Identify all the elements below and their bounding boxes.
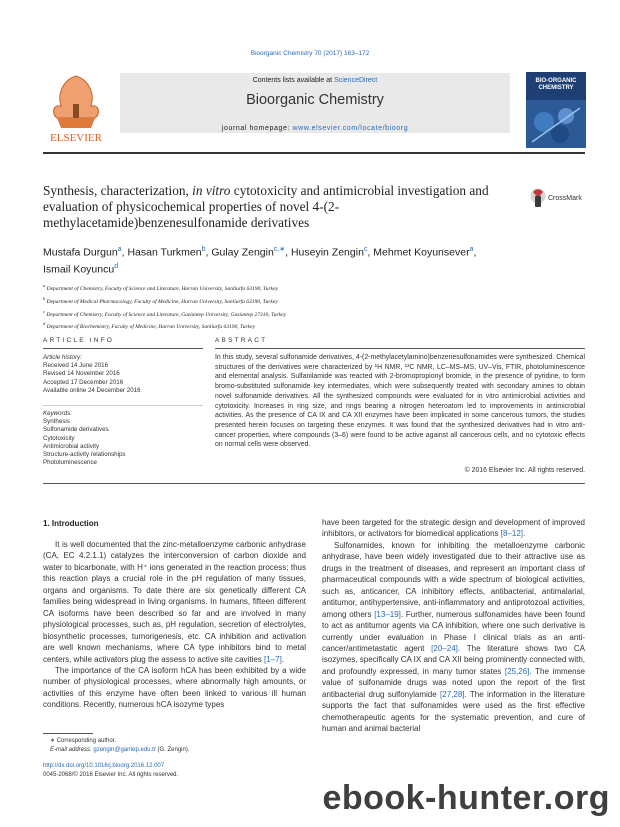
affiliation-marker: d [43, 321, 46, 327]
sciencedirect-link[interactable]: ScienceDirect [334, 77, 378, 84]
affiliation-text: Department of Medical Pharmacology, Faculty of Medicine, Harran University, Sanliurfa 63190, Turkey [46, 298, 278, 305]
history-item: Accepted 17 December 2016 [43, 378, 124, 386]
affiliation [43, 294, 583, 307]
affiliation-text: Department of Chemistry, Faculty of Science and Literature, Gaziantep University, Gaziantep 27310, Turkey [46, 311, 286, 318]
title-part-b: cytotoxicity and antimicrobial investigation and evaluation of physicochemical properties of novel 4-(2-methylacetamide)benzenesulfonamide derivatives [43, 183, 489, 230]
history-item: Received 14 June 2016 [43, 362, 109, 370]
citation-link[interactable]: [27,28] [440, 689, 465, 699]
author-name[interactable]: Hasan Turkmen [127, 246, 202, 259]
doi-block [43, 762, 343, 780]
elsevier-logo-icon [43, 70, 109, 146]
doi-link[interactable]: http://dx.doi.org/10.1016/j.bioorg.2016.12.007 [43, 763, 165, 769]
right-column [322, 517, 585, 735]
footnote [50, 737, 300, 755]
author-name[interactable]: Huseyin Zengin [290, 246, 364, 259]
journal-title[interactable]: Bioorganic Chemistry [246, 92, 384, 108]
citation-link[interactable]: [8–12] [500, 529, 523, 539]
paragraph-text: . The literature shows two CA isozymes, specifically CA IX and CA XII being prominently connected with, and profoundly expressed, in many tumor states [322, 643, 585, 676]
author-affiliation-marker[interactable]: b [201, 246, 206, 253]
issn-line: 0045-2068/© 2016 Elsevier Inc. All rights reserved. [43, 772, 179, 778]
keywords-label: Keywords: [43, 410, 72, 417]
paragraph-text: . The immense value of sulfonamide drugs was noted upon the report of the first antibacterial drug sulfonylamide [322, 666, 585, 699]
author-name[interactable]: Ismail Koyuncu [43, 263, 115, 275]
affiliation-text: Department of Biochemistry, Faculty of Medicine, Harran University, Sanliurfa 63190, Turkey [46, 324, 255, 331]
history-item: Revised 14 November 2016 [43, 370, 120, 378]
affiliation-marker: b [43, 295, 46, 301]
citation-link[interactable]: [20–24] [431, 643, 458, 653]
affiliation [43, 281, 583, 294]
affiliation-marker: c [43, 308, 45, 314]
homepage-link[interactable]: www.elsevier.com/locate/bioorg [292, 125, 409, 132]
history-label: Article history: [43, 354, 82, 361]
keyword: Cytotoxicity [43, 434, 75, 442]
journal-homepage [120, 125, 510, 132]
author-affiliation-marker[interactable]: c,∗ [273, 246, 286, 253]
article-info-rule [43, 348, 203, 349]
abstract-text: In this study, several sulfonamide derivatives, 4-(2-methylacetylamino)benzenesulfonamides were synthesized. Chemical structures of the derivatives were characterized by ¹H NMR, ¹³C NMR, LC–MS–MS, UV–Vis, FTIR, photoluminescence and elemental analysis. Sulfanilamide was reacted with 2-bromopropionyl bromide, in the presence of pyridine, to form bromo-substituted sulfonamide key intermediates, which were subsequently treated with secondary amines to obtain novel sulfonamide derivatives. All the synthesized compounds were evaluated for in vitro antimicrobial activities and cytotoxicity. Increases in ring size, and rings bearing a nitrogen heteroatom led to improvements in antimicrobial activities. As the presence of CA IX and CA XII enzymes have been implicated in some cancerous tumors, the studies presented herein focuses on targeting these enzymes. It was found that the synthesized derivatives had in vitro anti-cancer properties, where compounds (3–6) were found to be active against all cancerous cells, and no cytotoxic effects on normal cells were observed. [215, 354, 585, 449]
abstract-rule [215, 348, 585, 349]
keywords-rule [43, 405, 203, 406]
author-name[interactable]: Mehmet Koyunsever [373, 246, 470, 259]
cover-title: BIO-ORGANIC CHEMISTRY [535, 78, 577, 91]
contents-prefix: Contents lists available at [252, 77, 335, 84]
author-name[interactable]: Gulay Zengin [211, 246, 274, 259]
keyword: Sulfonamide derivatives [43, 426, 109, 434]
paragraph [322, 540, 585, 735]
abstract-copyright: © 2016 Elsevier Inc. All rights reserved. [464, 467, 585, 474]
citation-link[interactable]: [25,26] [504, 666, 530, 676]
paragraph-text: have been targeted for the strategic design and development of improved inhibitors, or activators for biomedical applications [322, 518, 585, 539]
article-info-heading: ARTICLE INFO [43, 337, 115, 344]
paragraph-text: Sulfonamides, known for inhibiting the metalloenzyme carbonic anhydrase, have been widely investigated due to their attractive use as drugs in the treatment of diseases, and represent an important class of pharmaceutical compounds with a wide spectrum of biological activities, such as, anticancer, CA inhibitory effects, antibacterial, antimalarial, antitumor, antihypertensive, anti-inflammatory and antiprotozoal activities, among others [322, 540, 585, 619]
email-suffix: (G. Zengin). [155, 747, 190, 753]
journal-citation[interactable]: Bioorganic Chemistry 70 (2017) 163–172 [250, 50, 370, 57]
paragraph: The importance of the CA isoform hCA has been exhibited by a wide number of physiological processes, where abnormally high amounts, or activities of this enzyme have often been linked to various ill human conditions. Recently, numerous hCA isozyme types [43, 665, 306, 710]
author-affiliation-marker[interactable]: c [363, 246, 368, 253]
citation-link[interactable]: [1–7] [264, 654, 282, 664]
article-title [43, 183, 513, 231]
footnote-rule [43, 733, 93, 734]
citation-link[interactable]: [13–19] [374, 609, 401, 619]
paragraph-text: It is well documented that the zinc-metalloenzyme carbonic anhydrase (CA, EC 4.2.1.1) catalyzes the interconversion of carbon dioxide and water to bicarbonate, with H⁺ ions generated in the reaction process; thus this reaction plays a crucial role in the pH regulation of many tissues, organs and organisms. To date there are six genetically different CA families being widespread in living organisms. In humans, fifteen different CA isoforms have been described so far and are involved in many physiological processes, such as, pH regulation, secretion of electrolytes, biosynthetic processes, tumorigenesis, etc. CA inhibition and activation are well known mechanisms, where CA type inhibitors bind to metal centers, while activators plug the assess to active site cavities [43, 540, 306, 664]
crossmark-icon[interactable] [530, 188, 546, 208]
affiliation-marker: a [43, 283, 46, 288]
email-label: E-mail address: [50, 747, 94, 753]
author-list: Mustafa Durgun$^a$, Hasan Turkmen$^b$, Gulay Zengin$^{c,∗}$, Huseyin Zengin$^c$, Mehmet Koyunsever$^a$, Ismail Koyuncu$^d$ [43, 246, 477, 275]
affiliation [43, 319, 583, 332]
affiliation [43, 307, 583, 320]
left-column [43, 539, 306, 711]
keyword: Photoluminescence [43, 459, 98, 467]
paragraph: It is well documented that the zinc-metalloenzyme carbonic anhydrase (CA, EC 4.2.1.1) catalyzes the interconversion of carbon dioxide and water to bicarbonate, with H⁺ ions generated in the reaction process; thus this reaction plays a crucial role in the pH regulation of many tissues, organs and organisms. To date there are six genetically different CA families being widespread in living organisms. In humans, fifteen different CA isoforms have been described so far and are involved in many physiological processes, such as, pH regulation, secretion of electrolytes, biosynthetic processes, tumorigenesis, etc. CA inhibition and activation are well known mechanisms, where CA type inhibitors bind to metal centers, while activators plug the assess to active site cavities [1–7]. [43, 540, 306, 664]
keyword: Antimicrobial activity [43, 442, 100, 450]
keywords-list [43, 410, 203, 467]
contents-line [120, 77, 510, 84]
section-heading: 1. Introduction [43, 519, 99, 528]
keyword: Structure-activity relationships [43, 451, 126, 459]
publisher-logo-text: ELSEVIER [50, 132, 102, 144]
title-part-a: Synthesis, characterization, [43, 183, 193, 198]
author-affiliation-marker[interactable]: a [469, 246, 474, 253]
corresponding-author-note: ∗ Corresponding author. [50, 738, 117, 744]
article-history [43, 354, 203, 395]
title-part-italic: in vitro [192, 183, 231, 198]
header-rule [43, 152, 585, 154]
affiliation-list [43, 281, 583, 332]
keyword: Synthesis [43, 418, 70, 426]
author-affiliation-marker[interactable]: d [114, 262, 119, 270]
author-affiliation-marker[interactable]: a [117, 246, 122, 253]
email-link[interactable]: gzengin@gantep.edu.tr [93, 747, 156, 753]
paragraph-text: . Further, numerous sulfonamides have been found to act as antitumor agents via CA inhibition, where one such derivative is currently under evaluation in Phase I clinical trials as an anti-cancer/antimetastatic agent [322, 609, 586, 653]
watermark: ebook-hunter.org [322, 779, 610, 817]
paragraph-text: . The information in the literature supports the fact that sulfonamides were used as the first effective chemotherapeutic agents for the systematic prevention, and cure of human and animal bacterial [322, 689, 586, 734]
abstract-heading: ABSTRACT [215, 337, 268, 344]
abstract-bottom-rule [43, 483, 585, 484]
author-name[interactable]: Mustafa Durgun [43, 246, 118, 259]
paragraph: have been targeted for the strategic design and development of improved inhibitors, or activators for biomedical applications [8–12]. [322, 518, 585, 539]
affiliation-text: Department of Chemistry, Faculty of Science and Literature, Harran University, Sanliurfa 63190, Turkey [46, 285, 279, 292]
history-item: Available online 24 December 2016 [43, 386, 141, 394]
homepage-prefix: journal homepage: [221, 125, 293, 132]
crossmark-label[interactable]: CrossMark [548, 195, 582, 202]
